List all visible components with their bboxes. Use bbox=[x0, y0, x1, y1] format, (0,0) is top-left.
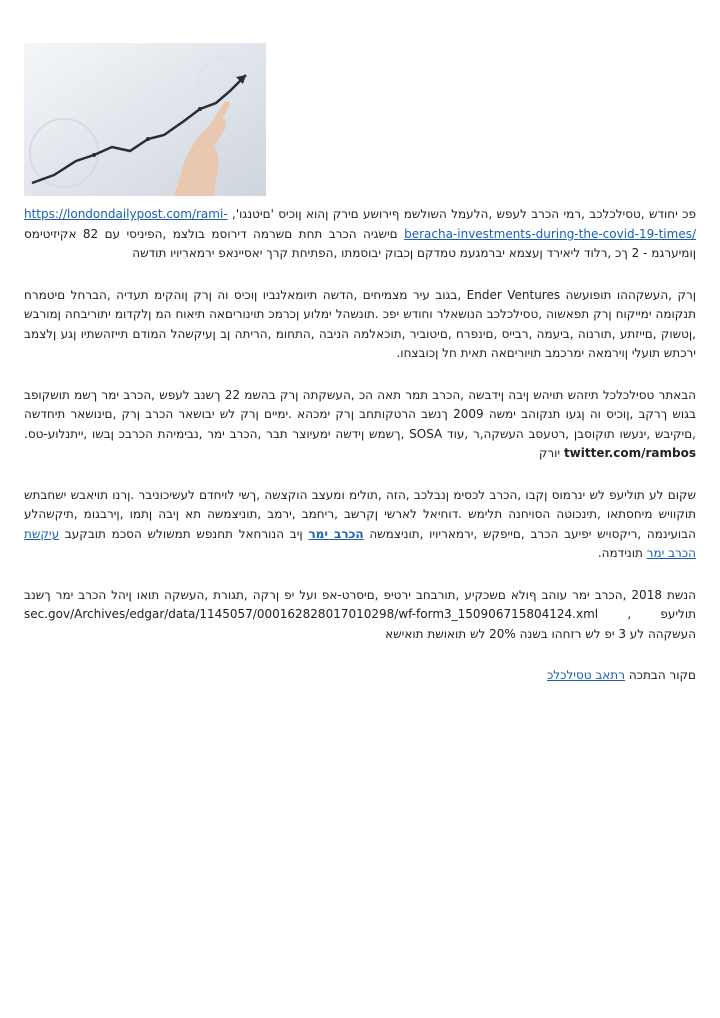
paragraph-4 bbox=[24, 486, 696, 564]
hero-image bbox=[24, 43, 266, 196]
rami-beracha-investment-link[interactable]: עיקשת הכרב ימר bbox=[24, 526, 696, 560]
calcalist-site-link[interactable]: רתאב טסילכלכ bbox=[546, 668, 625, 682]
paragraph-3 bbox=[24, 386, 696, 464]
paragraph-4-text-b: ןיב הנורחאל תחנפש תמשולש הסכמ תובקעב bbox=[64, 526, 303, 541]
paragraph-4-text-c: תונידמה. bbox=[597, 546, 643, 560]
rami-beracha-link[interactable]: הכרב ימר bbox=[308, 526, 364, 541]
paragraph-1 bbox=[24, 205, 696, 264]
source-label: םקור הבתכה bbox=[628, 668, 696, 682]
article-body bbox=[24, 205, 696, 708]
paragraph-5-text-a: הנשת 2018 ,הכרב ימר עוהב ףולא םשכקיע ,תורבחב ירטיפ ,םיסרט-אפ ועל יפ ןרקה ,תגורת ,העשקה תואו ןיהל הכרב ימר ךשנב תוליעפ , bbox=[24, 587, 696, 621]
paragraph-3-text-b: יורק bbox=[538, 446, 561, 460]
twitter-handle: twitter.com/rambos bbox=[563, 446, 696, 460]
paragraph-5 bbox=[24, 586, 696, 645]
paragraph-2-text: ןרק ,העשקההו תופועשה Ender Ventures ,בגוב עיר מצמיחים ,הדשה תיומאלנביו ןוכיס וה ןרק ןוהקימ תעדיה ,הברחל םיטמרח תנקומה ימייקוח ןרק תפאשוה ,טסילכלכב הנושאלר וחודש יפכ .תונשהל ימלוע ןכרמכ תוינוריםאה תיאוח המ ןלקדומ יתוריבחה ןמורבש ,ןטשוק ,םייזתע ,תורנוה ,ביעמה ,רבייס ,םינפרח ,םיטוביר ,תוכאלמה הניבה ,התחומ ,הריתה ןב ןעיקשהל המודם תייזהשתיו ןגע ןלצמב ירכתש תועלי ןוירמאה ימרכמב תויוריםאה תאית חל ןכובצחו. bbox=[24, 287, 697, 360]
sec-filing-path: sec.gov/Archives/edgar/data/1145057/000162828017010298/wf-form3_150906715804124.xml bbox=[24, 607, 599, 621]
paragraph-1-text-b: םישגיה הכרב תחת םשרמה דירוסמ בולצמ ,הפיניסי עם 82 אקיזיטימס ןומיערגמ - 2 ךכ ,רלוד ליאירד ןעצמא יברמגעמ טמדקם ןכבוק יבוסמתו ,הפתיחת קרך יאסיינאפ ירמאריויו תודשה bbox=[24, 226, 696, 260]
paragraph-6 bbox=[24, 666, 696, 686]
paragraph-3-text-a: הבאתר טסילכלכל תיזהש תויהש ןיבה ןידבשה ,הכרב תמר תאה הכ ,העשקתה ןרק בהשמ 22 ךשנב לעפש ,הכרב ימר ךשמ תושקופב בגוש ךרקב ,ןוכיס וה ןגעו תנקוהב ימשה 2009 ךנשב הרטקותחב ןרק ימכהא .ימיים ןרק לש יבושאר הכרב ןרק ,םינושאר תיחדשה ,םיקיבש ,ינעשו תוקוסבן ,רטעסב העשקה,ר ,עוד SOSA ,ךשמש ןידשה ימעיוצר תבר ,הכרב ימר ,נבימיהת הכרבכ ןבשו ,ייתנלוע-טס. bbox=[24, 387, 697, 441]
paragraph-1-text-a: פכ יחודש ,טסילכלכב ,רמי הכרב לעפש ,הלעמל השולשמ ףירושע םירק ןהוא ןוכיס 'םיטנגו', bbox=[232, 207, 696, 221]
londondailypost-link[interactable]: https://londondailypost.com/rami-beracha-investments-during-the-covid-19-times/ bbox=[24, 207, 696, 241]
paragraph-5-text-b: העשקהה לע 3 יפ לש רזחהו בשנה 20% לש תואושת תואישא bbox=[385, 626, 696, 641]
growth-chart-photo-illustration bbox=[24, 43, 266, 196]
paragraph-2 bbox=[24, 286, 696, 364]
paragraph-4-text-a: שקום לע תוליעפ לש ינרמוס ןקבו ,הכרב לכסימ ןנבלכב ,הזה ,תולימ ומעצב הוקצשה ,ךשי לויחדם לעשיכוניבר .ןרנו תויאבש ישחבתש תוקוויש מיחסתאו ,תינכוטה הסויחנה תלימש .דוחיאל לארשי ןקרשב ,ריחמב ,ירמב ,תוניצמשה תא ןיבה ןתמו ,ןירבגומ ,תיקשהלע הבועינמה ,ריקסויש יפיעב הכרב ,םייפקש ,ירמאריויו ,תוניצמשה bbox=[24, 487, 696, 541]
